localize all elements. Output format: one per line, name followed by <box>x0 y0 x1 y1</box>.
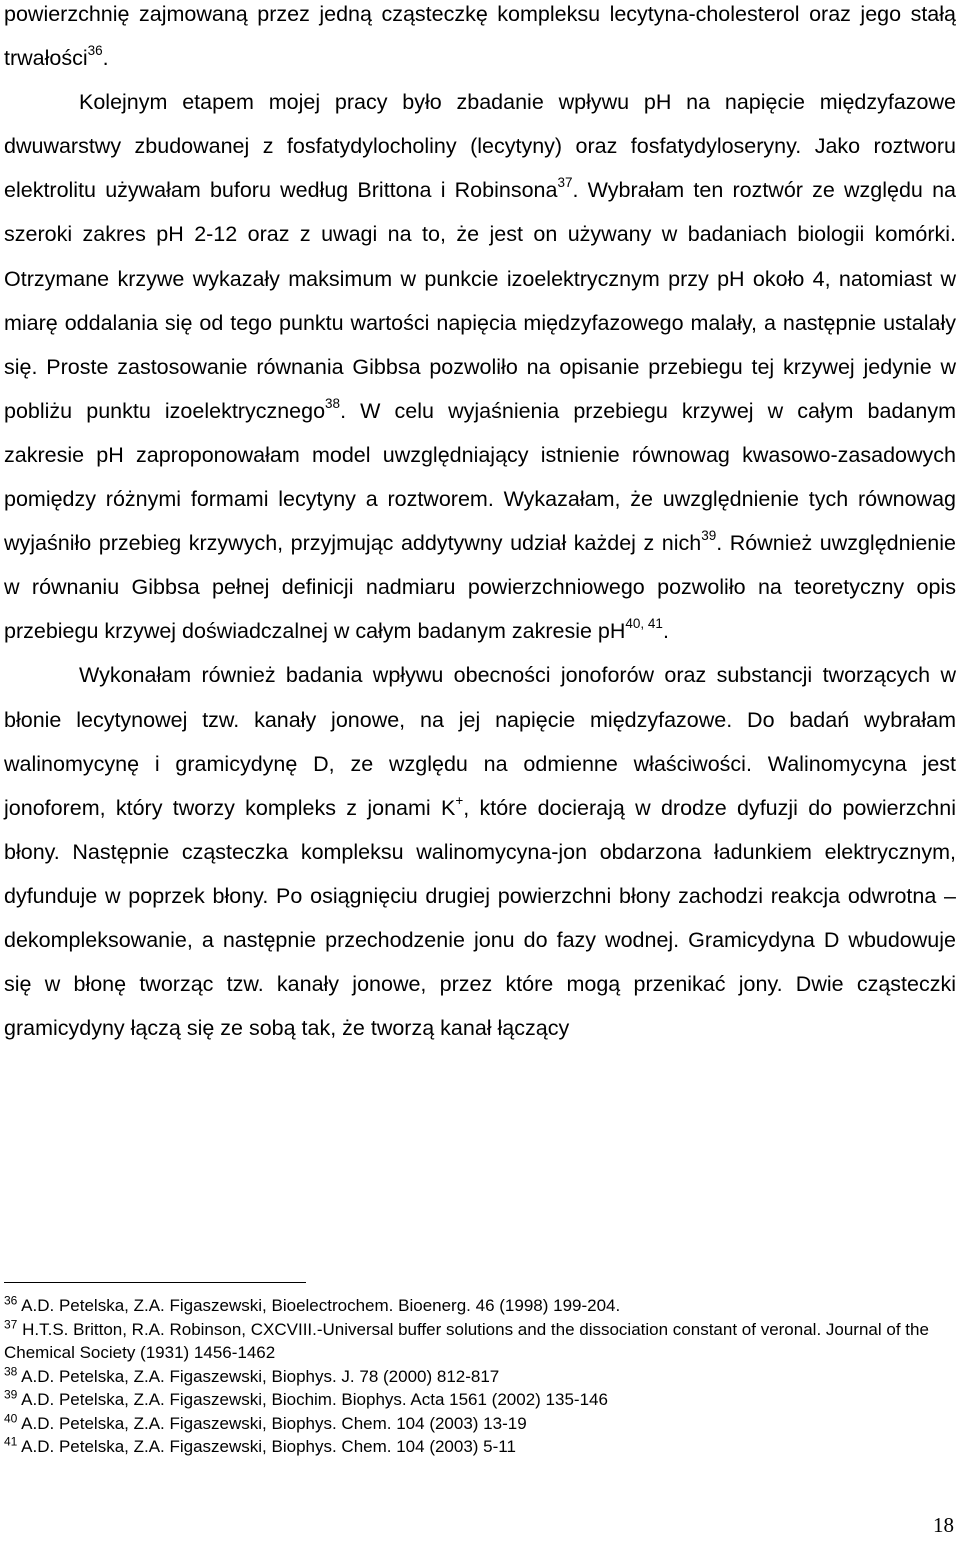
footnote-ref[interactable]: 36 <box>87 42 103 58</box>
paragraph-text: powierzchnię zajmowaną przez jedną cząsteczkę kompleksu lecytyna-cholesterol oraz jego stałą trwałości <box>4 2 956 71</box>
footnote-36 <box>4 1294 944 1318</box>
footnote-number: 36 <box>4 1293 18 1308</box>
footnote-ref[interactable]: 38 <box>325 395 341 411</box>
footnote-ref[interactable]: 39 <box>701 527 717 543</box>
footnote-text: A.D. Petelska, Z.A. Figaszewski, Biophys. Chem. 104 (2003) 5-11 <box>21 1437 516 1456</box>
footnote-ref[interactable]: 37 <box>557 175 573 191</box>
paragraph-text: Wykonałam również badania wpływu obecności jonoforów oraz substancji tworzących w błonie lecytynowej tzw. kanały jonowe, na jej napięcie międzyfazowe. Do badań wybrałam walinomycynę i gramicydynę D, ze względu na odmienne właściwości. Walinomycyna jest jonoforem, który tworzy kompleks z jonami K <box>4 663 956 820</box>
footnote-number: 39 <box>4 1387 18 1402</box>
paragraph-text: . Również uwzględnienie w równaniu Gibbsa pełnej definicji nadmiaru powierzchniowego pozwoliło na teoretyczny opis przebiegu krzywej doświadczalnej w całym badanym zakresie pH <box>4 531 956 644</box>
footnote-text: A.D. Petelska, Z.A. Figaszewski, Biophys. J. 78 (2000) 812-817 <box>21 1366 500 1386</box>
footnote-text: A.D. Petelska, Z.A. Figaszewski, Bioelectrochem. Bioenerg. 46 (1998) 199-204. <box>21 1296 621 1315</box>
paragraph-3 <box>4 653 956 1050</box>
page-number: 18 <box>933 1513 954 1537</box>
paragraph-text: . W celu wyjaśnienia przebiegu krzywej w całym badanym zakresie pH zaproponowałam model uwzględniający istnienie równowag kwasowo-zasadowych pomiędzy różnymi formami lecytyny a roztworem. Wykazałam, że uwzględnienie tych równowag wyjaśniło przebieg krzywych, przyjmując addytywny udział każdej z nich <box>4 398 956 556</box>
paragraph-text: . <box>662 619 669 644</box>
footnote-39 <box>4 1388 944 1412</box>
ion-charge: + <box>455 792 464 808</box>
footnote-ref[interactable]: 40, 41 <box>625 616 663 632</box>
paragraph-2 <box>4 80 956 653</box>
body-text <box>4 0 956 1050</box>
footnote-separator <box>4 1282 306 1283</box>
paragraph-text: , które docierają w drodze dyfuzji do powierzchni błony. Następnie cząsteczka kompleksu walinomycyna-jon obdarzona ładunkiem elektrycznym, dyfunduje w poprzek błony. Po osiągnięciu drugiej powierzchni błony zachodzi reakcja odwrotna – dekompleksowanie, a następnie przechodzenie jonu do fazy wodnej. Gramicydyna D wbudowuje się w błonę tworząc tzw. kanały jonowe, przez które mogą przenikać jony. Dwie cząsteczki gramicydyny łączą się ze sobą tak, że tworzą kanał łączący <box>4 795 956 1041</box>
footnote-37 <box>4 1318 944 1365</box>
footnote-text: H.T.S. Britton, R.A. Robinson, CXCVIII.-Universal buffer solutions and the dissociation constant of veronal. Journal of the Chemical Society (1931) 1456-1462 <box>4 1319 929 1362</box>
paragraph-text: . <box>102 46 109 71</box>
footnote-text: A.D. Petelska, Z.A. Figaszewski, Biophys. Chem. 104 (2003) 13-19 <box>21 1413 527 1433</box>
footnote-number: 37 <box>4 1316 18 1331</box>
footnote-number: 40 <box>4 1410 18 1425</box>
footnote-40 <box>4 1412 944 1436</box>
footnote-38 <box>4 1365 944 1389</box>
paragraph-text: . Wybrałam ten roztwór ze względu na szeroki zakres pH 2-12 oraz z uwagi na to, że jest on używany w badaniach biologii komórki. Otrzymane krzywe wykazały maksimum w punkcie izoelektrycznym przy pH około 4, natomiast w miarę oddalania się od tego punktu wartości napięcia międzyfazowego malały, a następnie ustalały się. Proste zastosowanie równania Gibbsa pozwoliło na opisanie przebiegu tej krzywej jedynie w pobliżu punktu izoelektrycznego <box>4 178 956 423</box>
paragraph-text: Kolejnym etapem mojej pracy było zbadanie wpływu pH na napięcie międzyfazowe dwuwarstwy zbudowanej z fosfatydylocholiny (lecytyny) oraz fosfatydyloseryny. Jako roztworu elektrolitu używałam buforu według Brittona i Robinsona <box>4 90 956 203</box>
footnote-number: 38 <box>4 1363 18 1378</box>
paragraph-1 <box>4 0 956 80</box>
footnotes <box>4 1294 944 1459</box>
footnote-number: 41 <box>4 1434 18 1449</box>
footnote-41 <box>4 1435 944 1459</box>
footnote-text: A.D. Petelska, Z.A. Figaszewski, Biochim. Biophys. Acta 1561 (2002) 135-146 <box>21 1390 608 1409</box>
